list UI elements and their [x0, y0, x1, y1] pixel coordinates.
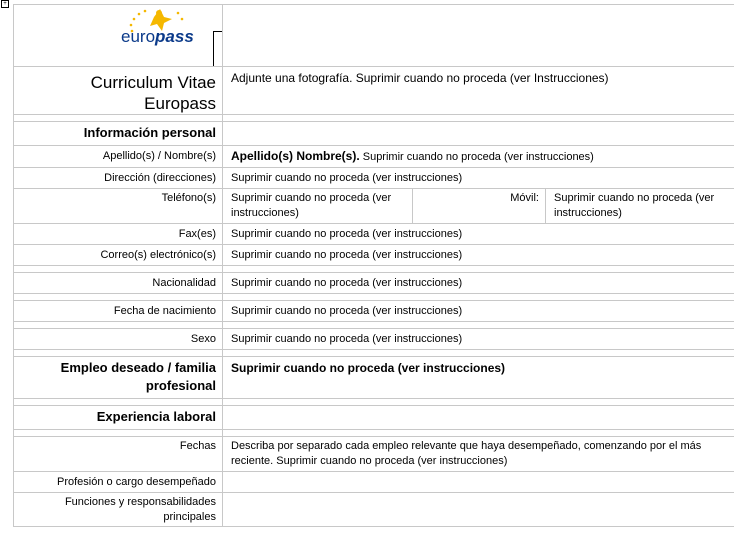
birth-label-cell	[14, 301, 223, 322]
personal-section-label: Información personal	[83, 125, 216, 140]
cv-title-line2: Europass	[144, 94, 216, 113]
desired-job-label: Empleo deseado / familia profesional	[60, 360, 216, 393]
name-label-cell	[14, 146, 223, 168]
desired-job-label-cell	[14, 357, 223, 399]
fax-value-cell[interactable]	[223, 224, 734, 245]
nationality-label-cell	[14, 273, 223, 294]
sex-value: Suprimir cuando no proceda (ver instrucciones)	[231, 333, 463, 345]
position-value-cell[interactable]	[223, 472, 734, 493]
email-value: Suprimir cuando no proceda (ver instrucciones)	[231, 249, 463, 261]
dates-label: Fechas	[179, 440, 216, 452]
name-note: Suprimir cuando no proceda (ver instrucciones)	[362, 151, 594, 163]
logo-wordmark: europass	[121, 27, 194, 46]
email-label-cell	[14, 245, 223, 266]
name-value: Apellido(s) Nombre(s).	[231, 149, 360, 163]
position-label-cell	[14, 472, 223, 493]
mobile-value-cell[interactable]	[546, 189, 734, 224]
birth-value-cell[interactable]	[223, 301, 734, 322]
duties-value-cell[interactable]	[223, 493, 734, 527]
experience-section-label: Experiencia laboral	[96, 409, 216, 424]
desired-job-value-cell[interactable]	[223, 357, 734, 399]
phone-label: Teléfono(s)	[161, 192, 216, 204]
nationality-label: Nacionalidad	[152, 277, 216, 289]
duties-label-cell	[14, 493, 223, 527]
photo-cell[interactable]	[223, 5, 734, 67]
address-label: Dirección (direcciones)	[104, 172, 216, 184]
phone-label-cell	[14, 189, 223, 224]
sex-value-cell[interactable]	[223, 329, 734, 350]
phone-value: Suprimir cuando no proceda (ver instrucciones)	[231, 192, 392, 219]
personal-section-cell	[14, 122, 223, 146]
experience-section-value[interactable]	[223, 406, 734, 430]
nationality-value: Suprimir cuando no proceda (ver instrucciones)	[231, 277, 463, 289]
dates-value: Describa por separado cada empleo relevante que haya desempeñado, comenzando por el más reciente. Suprimir cuando no proceda (ver instrucciones)	[231, 440, 702, 467]
cv-title-line1: Curriculum Vitae	[90, 73, 216, 92]
desired-job-value: Suprimir cuando no proceda (ver instrucciones)	[231, 361, 506, 375]
address-value-cell[interactable]	[223, 168, 734, 189]
personal-section-value[interactable]	[223, 122, 734, 146]
fax-label: Fax(es)	[178, 228, 216, 240]
table-anchor-handle[interactable]: +	[1, 0, 9, 8]
photo-placeholder-bracket	[213, 31, 223, 67]
name-label: Apellido(s) / Nombre(s)	[102, 150, 216, 162]
dates-value-cell[interactable]	[223, 437, 734, 472]
phone-value-cell[interactable]	[223, 189, 413, 224]
email-label: Correo(s) electrónico(s)	[100, 249, 216, 261]
nationality-value-cell[interactable]	[223, 273, 734, 294]
mobile-label-cell	[413, 189, 546, 224]
name-value-cell[interactable]	[223, 146, 734, 168]
duties-label: Funciones y responsabilidades principales	[64, 496, 216, 523]
cv-title-cell	[14, 67, 223, 115]
logo-cell	[14, 5, 223, 67]
email-value-cell[interactable]	[223, 245, 734, 266]
birth-value: Suprimir cuando no proceda (ver instrucciones)	[231, 305, 463, 317]
experience-section-cell	[14, 406, 223, 430]
photo-note-cell[interactable]	[223, 67, 734, 115]
photo-note: Adjunte una fotografía. Suprimir cuando no proceda (ver Instrucciones)	[231, 71, 609, 85]
cv-table	[13, 4, 734, 527]
fax-label-cell	[14, 224, 223, 245]
position-label: Profesión o cargo desempeñado	[57, 476, 216, 488]
sex-label-cell	[14, 329, 223, 350]
sex-label: Sexo	[190, 333, 216, 345]
dates-label-cell	[14, 437, 223, 472]
mobile-label: Móvil:	[510, 192, 539, 204]
address-label-cell	[14, 168, 223, 189]
address-value: Suprimir cuando no proceda (ver instrucciones)	[231, 172, 463, 184]
mobile-value: Suprimir cuando no proceda (ver instrucciones)	[554, 192, 715, 219]
europass-logo	[22, 5, 216, 63]
birth-label: Fecha de nacimiento	[113, 305, 216, 317]
fax-value: Suprimir cuando no proceda (ver instrucciones)	[231, 228, 463, 240]
